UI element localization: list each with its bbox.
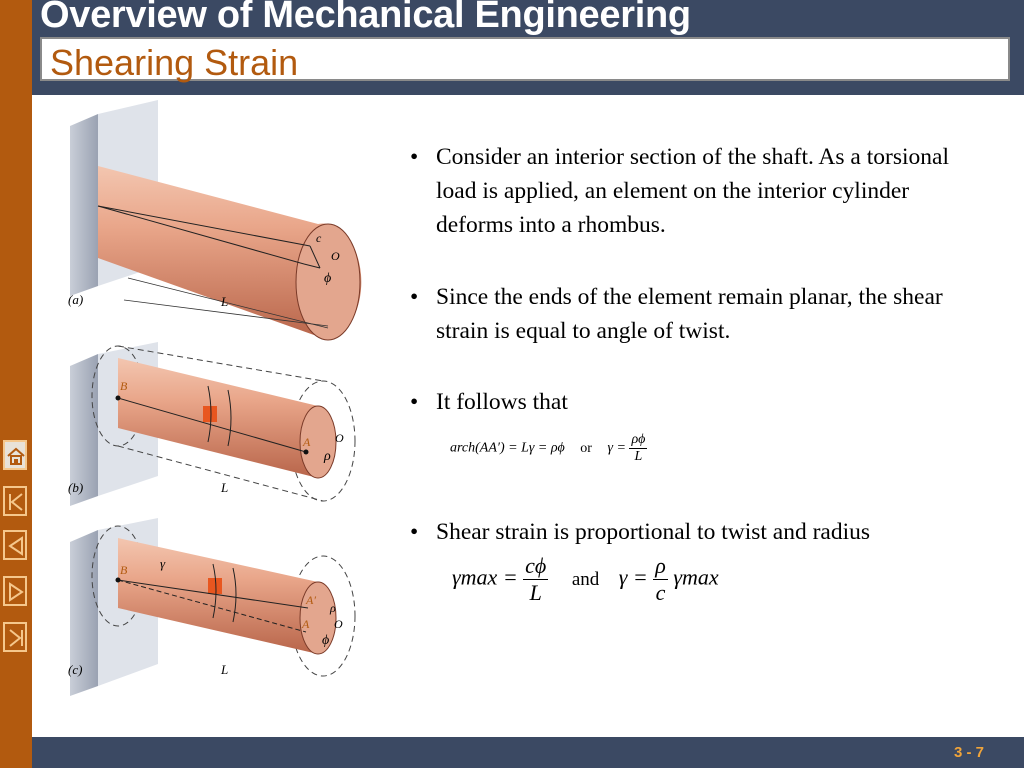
bullet-item — [410, 385, 990, 419]
bullet-text: Since the ends of the element remain planar, the shear strain is equal to angle of twist. — [436, 284, 943, 344]
home-icon — [7, 446, 25, 466]
bullet-item — [410, 515, 990, 549]
panel-b-a: A — [303, 435, 311, 449]
deck-title: Overview of Mechanical Engineering — [40, 0, 691, 36]
panel-a-c: c — [316, 231, 322, 245]
equation1-rhs-prefix: γ = — [607, 440, 626, 456]
panel-a — [68, 100, 361, 340]
panel-b-b: B — [120, 379, 128, 393]
page-number: 3 - 7 — [953, 744, 984, 761]
shaft-torsion-figure — [58, 96, 398, 736]
equation2-denominator-1: L — [529, 580, 542, 605]
panel-b-length: L — [221, 480, 229, 495]
panel-c-label: (c) — [68, 662, 83, 677]
left-sidebar — [0, 0, 32, 768]
equation2-rhs-prefix: γ = — [618, 564, 648, 590]
panel-c-a: A — [302, 617, 310, 631]
home-button[interactable] — [3, 440, 27, 470]
panel-c-o: O — [334, 617, 343, 631]
previous-slide-icon — [7, 536, 25, 556]
equation-arc-length — [450, 432, 647, 465]
panel-c-phi: ϕ — [322, 633, 330, 648]
equation2-numerator-2: ρ — [655, 553, 666, 578]
next-slide-icon — [7, 582, 25, 602]
previous-slide-button[interactable] — [3, 530, 27, 560]
panel-c-rho: ρ — [330, 601, 336, 615]
equation1-fraction — [629, 432, 647, 465]
panel-a-phi: ϕ — [324, 271, 332, 286]
panel-c-b: B — [120, 563, 128, 577]
bullet-text: Consider an interior section of the shaft. As a torsional load is applied, an element on the interior cylinder deforms into a rhombus. — [436, 144, 949, 238]
bullet-text: It follows that — [436, 389, 568, 415]
equation2-connector: and — [571, 568, 600, 590]
equation1-left: arch(AA′) = Lγ = ρϕ — [450, 440, 565, 456]
last-slide-icon — [7, 628, 25, 648]
equation-max-strain — [452, 553, 719, 606]
equation1-numerator: ρϕ — [631, 432, 646, 447]
panel-a-length: L — [221, 294, 229, 309]
equation2-suffix: γmax — [673, 564, 719, 590]
bullet-dot: • — [410, 144, 419, 170]
bullet-dot: • — [410, 389, 419, 415]
panel-b-o: O — [335, 431, 344, 445]
panel-a-label: (a) — [68, 292, 84, 307]
slide-title: Shearing Strain — [50, 42, 299, 83]
equation1-connector: or — [580, 440, 592, 456]
footer-bar — [32, 737, 1024, 768]
bullet-item — [410, 280, 990, 348]
equation1-denominator: L — [634, 449, 643, 464]
last-slide-button[interactable] — [3, 622, 27, 652]
panel-c — [68, 518, 355, 696]
first-slide-icon — [7, 492, 25, 512]
panel-b-label: (b) — [68, 480, 84, 495]
panel-a-o: O — [331, 249, 340, 263]
panel-c-a-prime: A′ — [306, 593, 316, 607]
bullet-dot: • — [410, 519, 419, 545]
first-slide-button[interactable] — [3, 486, 27, 516]
panel-c-gamma: γ — [160, 556, 166, 571]
panel-b-rho: ρ — [324, 449, 331, 464]
equation2-fraction-2 — [653, 553, 668, 606]
panel-b — [68, 342, 355, 506]
slide-title-box — [40, 37, 1010, 81]
bullet-text: Shear strain is proportional to twist and radius — [436, 519, 871, 545]
equation2-lhs: γmax = — [452, 564, 518, 590]
panel-c-length: L — [221, 662, 229, 677]
equation2-numerator-1: cϕ — [525, 553, 547, 578]
equation2-denominator-2: c — [655, 580, 666, 605]
next-slide-button[interactable] — [3, 576, 27, 606]
bullet-dot: • — [410, 284, 419, 310]
bullet-item — [410, 140, 990, 242]
equation2-fraction-1 — [523, 553, 548, 606]
